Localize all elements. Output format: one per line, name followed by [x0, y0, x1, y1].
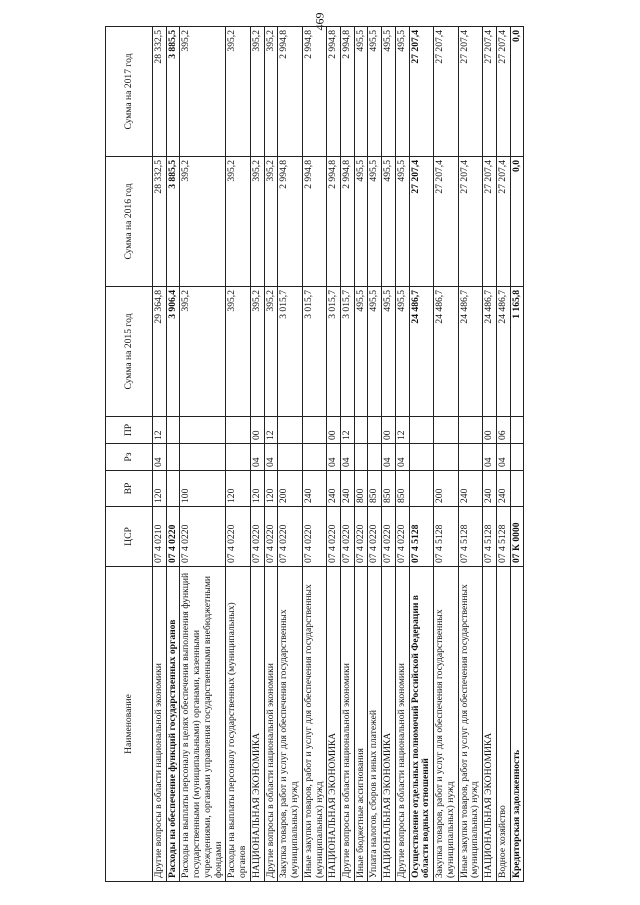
- cell-sum-2016: 27 207,4: [409, 157, 433, 287]
- cell-name: Иные закупки товаров, работ и услуг для обеспечения государственных (муниципальных) нужд: [302, 567, 326, 882]
- cell-sum-2016: 2 994,8: [278, 157, 302, 287]
- cell-sum-2015: 3 015,7: [278, 287, 302, 417]
- cell-sum-2015: 24 486,7: [434, 287, 458, 417]
- table-row: [354, 27, 368, 882]
- cell-sum-2017: 27 207,4: [458, 27, 482, 157]
- cell-pr: [166, 417, 180, 444]
- cell-sum-2017: 27 207,4: [434, 27, 458, 157]
- cell-sum-2015: 29 364,8: [153, 287, 167, 417]
- cell-sum-2016: 2 994,8: [341, 157, 355, 287]
- cell-rz: [166, 444, 180, 471]
- table-row: [395, 27, 409, 882]
- cell-pr: 12: [395, 417, 409, 444]
- cell-csr: 07 4 0220: [327, 507, 341, 567]
- cell-sum-2016: 2 994,8: [302, 157, 326, 287]
- table-row: [153, 27, 167, 882]
- cell-pr: 00: [483, 417, 497, 444]
- cell-sum-2017: 27 207,4: [483, 27, 497, 157]
- cell-rz: [226, 444, 250, 471]
- cell-sum-2017: 2 994,8: [278, 27, 302, 157]
- cell-sum-2016: 495,5: [382, 157, 396, 287]
- cell-name: Закупка товаров, работ и услуг для обеспечения государственных (муниципальных) нужд: [434, 567, 458, 882]
- cell-csr: 07 4 0220: [354, 507, 368, 567]
- cell-sum-2017: 28 332,5: [153, 27, 167, 157]
- cell-pr: [458, 417, 482, 444]
- page-number: 469: [312, 12, 327, 31]
- cell-sum-2017: 395,2: [264, 27, 278, 157]
- cell-pr: 00: [250, 417, 264, 444]
- cell-name: Расходы на выплаты персоналу государственных (муниципальных) органов: [226, 567, 250, 882]
- cell-sum-2017: 395,2: [226, 27, 250, 157]
- cell-csr: 07 4 0220: [382, 507, 396, 567]
- cell-csr: 07 4 0220: [180, 507, 226, 567]
- cell-pr: [302, 417, 326, 444]
- cell-sum-2015: 3 015,7: [302, 287, 326, 417]
- cell-rz: [302, 444, 326, 471]
- table-row: [458, 27, 482, 882]
- cell-csr: 07 4 5128: [409, 507, 433, 567]
- cell-rz: [409, 444, 433, 471]
- cell-pr: [354, 417, 368, 444]
- cell-rz: 04: [483, 444, 497, 471]
- table-row: [327, 27, 341, 882]
- cell-sum-2015: 24 486,7: [496, 287, 510, 417]
- cell-csr: 07 4 0220: [368, 507, 382, 567]
- header-sum-2015: Сумма на 2015 год: [106, 287, 153, 417]
- cell-sum-2015: 395,2: [264, 287, 278, 417]
- cell-sum-2015: 24 486,7: [409, 287, 433, 417]
- cell-pr: [180, 417, 226, 444]
- cell-name: НАЦИОНАЛЬНАЯ ЭКОНОМИКА: [327, 567, 341, 882]
- cell-vr: 240: [327, 471, 341, 507]
- cell-name: НАЦИОНАЛЬНАЯ ЭКОНОМИКА: [382, 567, 396, 882]
- cell-sum-2017: 495,5: [395, 27, 409, 157]
- table-row: [226, 27, 250, 882]
- cell-pr: [368, 417, 382, 444]
- cell-pr: 12: [264, 417, 278, 444]
- cell-sum-2016: 495,5: [354, 157, 368, 287]
- cell-pr: [409, 417, 433, 444]
- cell-sum-2016: 27 207,4: [483, 157, 497, 287]
- cell-rz: 04: [382, 444, 396, 471]
- cell-sum-2016: 3 885,5: [166, 157, 180, 287]
- cell-name: НАЦИОНАЛЬНАЯ ЭКОНОМИКА: [250, 567, 264, 882]
- cell-rz: 04: [395, 444, 409, 471]
- cell-rz: [458, 444, 482, 471]
- table-body: [153, 27, 524, 882]
- cell-pr: [434, 417, 458, 444]
- cell-sum-2016: 495,5: [395, 157, 409, 287]
- cell-vr: 240: [496, 471, 510, 507]
- table-row: [434, 27, 458, 882]
- cell-sum-2016: 495,5: [368, 157, 382, 287]
- cell-sum-2016: 395,2: [180, 157, 226, 287]
- cell-rz: 04: [327, 444, 341, 471]
- header-sum-2017: Сумма на 2017 год: [106, 27, 153, 157]
- cell-sum-2016: 0,0: [510, 157, 524, 287]
- header-name: Наименование: [106, 567, 153, 882]
- cell-rz: 04: [250, 444, 264, 471]
- cell-sum-2015: 395,2: [250, 287, 264, 417]
- cell-pr: [510, 417, 524, 444]
- cell-sum-2016: 27 207,4: [434, 157, 458, 287]
- cell-sum-2015: 3 906,4: [166, 287, 180, 417]
- cell-vr: 240: [483, 471, 497, 507]
- cell-sum-2016: 2 994,8: [327, 157, 341, 287]
- header-csr: ЦСР: [106, 507, 153, 567]
- table-row: [496, 27, 510, 882]
- cell-csr: 07 4 5128: [434, 507, 458, 567]
- cell-sum-2015: 24 486,7: [483, 287, 497, 417]
- cell-vr: 850: [382, 471, 396, 507]
- cell-sum-2015: 24 486,7: [458, 287, 482, 417]
- cell-sum-2016: 395,2: [264, 157, 278, 287]
- cell-sum-2017: 395,2: [250, 27, 264, 157]
- cell-rz: [510, 444, 524, 471]
- cell-sum-2017: 27 207,4: [496, 27, 510, 157]
- table-row: [382, 27, 396, 882]
- cell-pr: 06: [496, 417, 510, 444]
- cell-name: Водное хозяйство: [496, 567, 510, 882]
- cell-sum-2017: 2 994,8: [327, 27, 341, 157]
- cell-name: Другие вопросы в области национальной экономики: [395, 567, 409, 882]
- table-row: [341, 27, 355, 882]
- table-row: [368, 27, 382, 882]
- cell-pr: [226, 417, 250, 444]
- cell-sum-2017: 495,5: [382, 27, 396, 157]
- cell-csr: 07 4 0220: [395, 507, 409, 567]
- header-pr: ПР: [106, 417, 153, 444]
- cell-name: Иные бюджетные ассигнования: [354, 567, 368, 882]
- cell-sum-2017: 27 207,4: [409, 27, 433, 157]
- cell-csr: 07 К 0000: [510, 507, 524, 567]
- cell-sum-2015: 495,5: [354, 287, 368, 417]
- cell-sum-2015: 395,2: [180, 287, 226, 417]
- cell-vr: 240: [302, 471, 326, 507]
- cell-vr: 100: [180, 471, 226, 507]
- cell-csr: 07 4 0220: [166, 507, 180, 567]
- cell-name: НАЦИОНАЛЬНАЯ ЭКОНОМИКА: [483, 567, 497, 882]
- table-row: [180, 27, 226, 882]
- cell-sum-2017: 495,5: [368, 27, 382, 157]
- cell-csr: 07 4 0220: [341, 507, 355, 567]
- cell-sum-2017: 2 994,8: [341, 27, 355, 157]
- cell-sum-2017: 2 994,8: [302, 27, 326, 157]
- cell-rz: 04: [153, 444, 167, 471]
- cell-name: Осуществление отдельных полномочий Российской Федерации в области водных отношений: [409, 567, 433, 882]
- header-vr: ВР: [106, 471, 153, 507]
- cell-sum-2015: 3 015,7: [341, 287, 355, 417]
- cell-sum-2016: 395,2: [250, 157, 264, 287]
- table-row: [166, 27, 180, 882]
- cell-sum-2015: 3 015,7: [327, 287, 341, 417]
- cell-sum-2015: 395,2: [226, 287, 250, 417]
- cell-vr: 120: [264, 471, 278, 507]
- cell-csr: 07 4 5128: [496, 507, 510, 567]
- cell-rz: [278, 444, 302, 471]
- cell-sum-2015: 495,5: [395, 287, 409, 417]
- cell-csr: 07 4 0220: [226, 507, 250, 567]
- cell-name: Другие вопросы в области национальной экономики: [153, 567, 167, 882]
- cell-vr: [409, 471, 433, 507]
- cell-pr: 00: [327, 417, 341, 444]
- table-row: [409, 27, 433, 882]
- header-sum-2016: Сумма на 2016 год: [106, 157, 153, 287]
- cell-pr: [278, 417, 302, 444]
- cell-vr: [510, 471, 524, 507]
- cell-sum-2016: 27 207,4: [458, 157, 482, 287]
- cell-sum-2016: 395,2: [226, 157, 250, 287]
- cell-name: Расходы на выплаты персоналу в целях обеспечения выполнения функций государственными (муниципальными) органами, казенными учреждениями, органами управления государственными внебюджетными фондами: [180, 567, 226, 882]
- cell-pr: 00: [382, 417, 396, 444]
- cell-name: Другие вопросы в области национальной экономики: [264, 567, 278, 882]
- budget-table-container: [105, 27, 540, 882]
- cell-sum-2016: 28 332,5: [153, 157, 167, 287]
- cell-vr: 240: [458, 471, 482, 507]
- cell-csr: 07 4 0220: [264, 507, 278, 567]
- budget-table: [105, 26, 524, 882]
- cell-name: Уплата налогов, сборов и иных платежей: [368, 567, 382, 882]
- cell-sum-2017: 495,5: [354, 27, 368, 157]
- table-header-row: [106, 27, 153, 882]
- cell-rz: [354, 444, 368, 471]
- cell-vr: 200: [278, 471, 302, 507]
- cell-sum-2017: 395,2: [180, 27, 226, 157]
- cell-sum-2017: 0,0: [510, 27, 524, 157]
- table-row: [483, 27, 497, 882]
- cell-vr: 240: [341, 471, 355, 507]
- cell-vr: 120: [153, 471, 167, 507]
- cell-pr: 12: [341, 417, 355, 444]
- cell-rz: [180, 444, 226, 471]
- cell-rz: [368, 444, 382, 471]
- cell-rz: 04: [341, 444, 355, 471]
- cell-vr: 800: [354, 471, 368, 507]
- cell-sum-2016: 27 207,4: [496, 157, 510, 287]
- table-row: [264, 27, 278, 882]
- cell-name: Кредиторская задолженность: [510, 567, 524, 882]
- cell-name: Иные закупки товаров, работ и услуг для обеспечения государственных (муниципальных) нужд: [458, 567, 482, 882]
- cell-csr: 07 4 0210: [153, 507, 167, 567]
- cell-sum-2015: 1 165,8: [510, 287, 524, 417]
- cell-vr: 850: [395, 471, 409, 507]
- cell-rz: [434, 444, 458, 471]
- cell-csr: 07 4 5128: [458, 507, 482, 567]
- cell-pr: 12: [153, 417, 167, 444]
- cell-name: Расходы на обеспечение функций государственных органов: [166, 567, 180, 882]
- cell-vr: 200: [434, 471, 458, 507]
- cell-vr: [166, 471, 180, 507]
- table-row: [510, 27, 524, 882]
- cell-vr: 120: [250, 471, 264, 507]
- cell-csr: 07 4 5128: [483, 507, 497, 567]
- cell-csr: 07 4 0220: [278, 507, 302, 567]
- cell-csr: 07 4 0220: [250, 507, 264, 567]
- cell-sum-2015: 495,5: [368, 287, 382, 417]
- cell-sum-2015: 495,5: [382, 287, 396, 417]
- table-row: [302, 27, 326, 882]
- cell-name: Закупка товаров, работ и услуг для обеспечения государственных (муниципальных) нужд: [278, 567, 302, 882]
- cell-vr: 120: [226, 471, 250, 507]
- table-row: [250, 27, 264, 882]
- cell-rz: 04: [264, 444, 278, 471]
- cell-sum-2017: 3 885,5: [166, 27, 180, 157]
- cell-vr: 850: [368, 471, 382, 507]
- table-row: [278, 27, 302, 882]
- cell-rz: 04: [496, 444, 510, 471]
- cell-csr: 07 4 0220: [302, 507, 326, 567]
- header-rz: Рз: [106, 444, 153, 471]
- cell-name: Другие вопросы в области национальной экономики: [341, 567, 355, 882]
